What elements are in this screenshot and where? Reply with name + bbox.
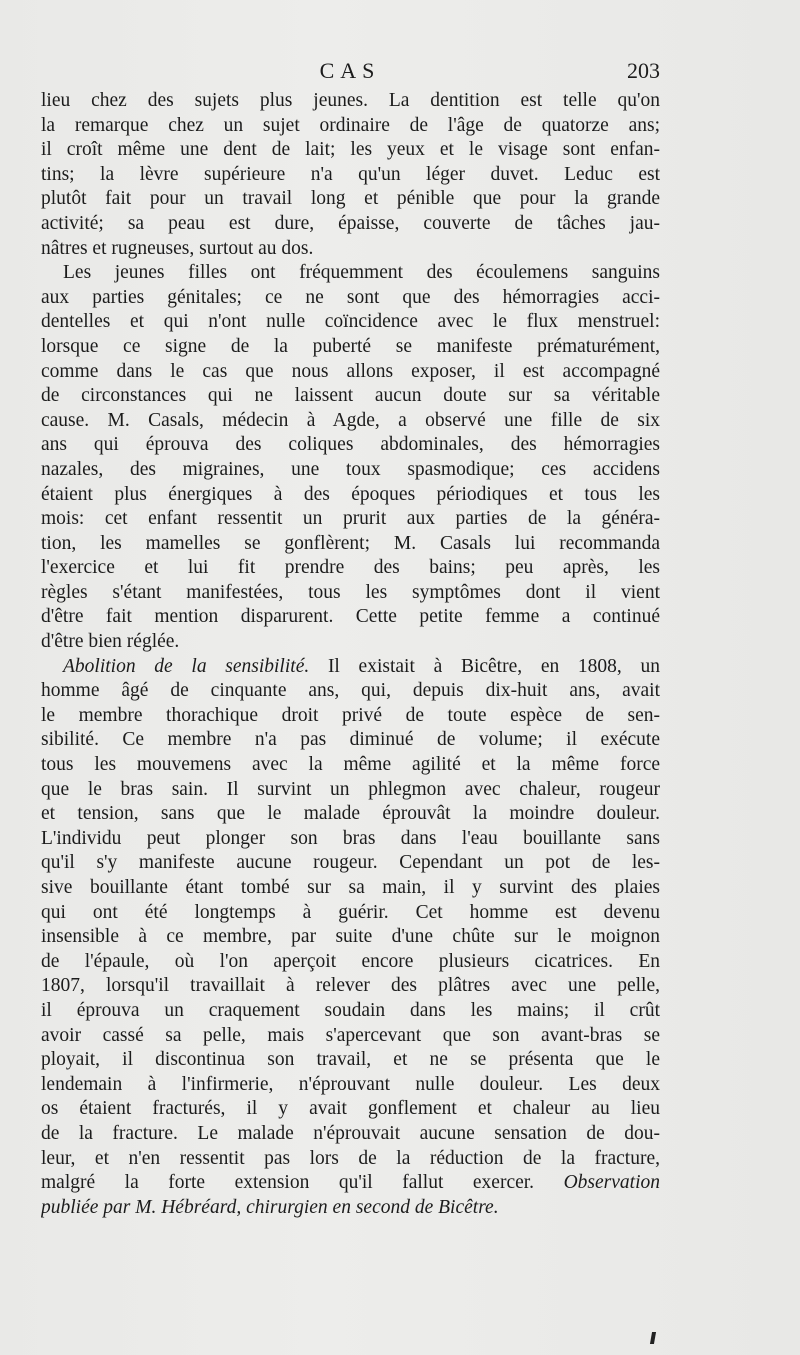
text-line: sive bouillante étant tombé sur sa main, il y survint des plaies [41,877,660,898]
text-line: que le bras sain. Il survint un phlegmon avec chaleur, rougeur [41,778,660,800]
text-span: malgré la forte extension qu'il fallut exercer. [41,1172,535,1194]
text-line: tous les mouvemens avec la même agilité et la même force [41,754,660,776]
running-head [40,58,660,88]
text-line: L'individu peut plonger son bras dans l'eau bouillante sans [41,827,660,849]
text-line: d'être bien réglée. [41,631,180,653]
text-line: de la fracture. Le malade n'éprouvait aucune sensation de dou- [41,1122,660,1144]
text-line: dentelles et qui n'ont nulle coïncidence avec le flux menstruel: [41,311,660,333]
text-line: aux parties génitales; ce ne sont que des hémorragies acci- [41,286,660,308]
text-line: 1807, lorsqu'il travaillait à relever des plâtres avec une pelle, [41,975,660,997]
section-heading-italic: Abolition de la sensibilité. [63,655,310,677]
text-line: la remarque chez un sujet ordinaire de l'âge de quatorze ans; [41,114,660,136]
text-line: d'être fait mention disparurent. Cette petite femme a continué [41,606,660,628]
text-line: lendemain à l'infirmerie, n'éprouvant nulle douleur. Les deux [41,1073,660,1095]
text-line: avoir cassé sa pelle, mais s'apercevant que son avant-bras se [41,1024,660,1046]
text-line: ployait, il discontinua son travail, et ne se présenta que le [41,1049,660,1071]
text-line: il croît même une dent de lait; les yeux et le visage sont enfan- [41,139,660,161]
text-line: sibilité. Ce membre n'a pas diminué de volume; il exécute [41,729,660,751]
text-line: il éprouva un craquement soudain dans les mains; il crût [41,999,660,1021]
text-line: lieu chez des sujets plus jeunes. La dentition est telle qu'on [41,90,660,111]
text-line: activité; sa peau est dure, épaisse, couverte de tâches jau- [41,212,660,234]
text-line: insensible à ce membre, par suite d'une chûte sur le moignon [41,926,660,948]
text-line [41,655,660,680]
text-line: qui ont été longtemps à guérir. Cet homme est devenu [41,901,660,923]
attribution-line: publiée par M. Hébréard, chirurgien en second de Bicêtre. [41,1196,499,1218]
text-line: lorsque ce signe de la puberté se manifeste prématurément, [41,335,660,357]
text-line: nâtres et rugneuses, surtout au dos. [41,237,314,259]
text-line: et tension, sans que le malade éprouvât la moindre douleur. [41,803,660,825]
text-line: l'exercice et lui fit prendre des bains; peu après, les [41,557,660,579]
running-title: CAS [319,58,381,83]
text-line: mois: cet enfant ressentit un prurit aux parties de la généra- [41,508,660,530]
text-line: nazales, des migraines, une toux spasmodique; ces accidens [41,458,660,480]
text-line: plutôt fait pour un travail long et pénible que pour la grande [41,188,660,210]
text-line: leur, et n'en ressentit pas lors de la réduction de la fracture, [41,1147,660,1169]
text-line: ans qui éprouva des coliques abdominales, des hémorragies [41,434,660,456]
text-line: de circonstances qui ne laissent aucun doute sur sa véritable [41,385,660,407]
body-text [41,89,660,1220]
page-number: 203 [627,58,660,83]
text-line: règles s'étant manifestées, tous les symptômes dont il vient [41,581,660,603]
paragraph-jeunes-filles [41,261,660,655]
text-line: le membre thorachique droit privé de toute espèce de sen- [41,704,660,726]
paragraph-leduc [41,89,660,261]
paragraph-abolition-sensibilite [41,655,660,1221]
text-line: homme âgé de cinquante ans, qui, depuis dix-huit ans, avait [41,680,660,702]
attribution-italic: Observation [534,1172,660,1194]
text-line: Les jeunes filles ont fréquemment des écoulemens sanguins [63,262,660,284]
text-line: qu'il s'y manifeste aucune rougeur. Cependant un pot de les- [41,852,660,874]
text-line: cause. M. Casals, médecin à Agde, a observé une fille de six [41,409,660,431]
text-line: tion, les mamelles se gonflèrent; M. Casals lui recommanda [41,532,660,554]
text-line: de l'épaule, où l'on aperçoit encore plusieurs cicatrices. En [41,950,660,972]
text-line: tins; la lèvre supérieure n'a qu'un léger duvet. Leduc est [41,163,660,185]
text-span: Il existait à Bicêtre, en 1808, un [309,655,660,677]
text-line: étaient plus énergiques à des époques périodiques et tous les [41,483,660,505]
text-line [41,1171,660,1196]
ink-mark [650,1332,656,1344]
text-line: os étaient fracturés, il y avait gonflement et chaleur au lieu [41,1098,660,1120]
text-line: comme dans le cas que nous allons exposer, il est accompagné [41,360,660,382]
